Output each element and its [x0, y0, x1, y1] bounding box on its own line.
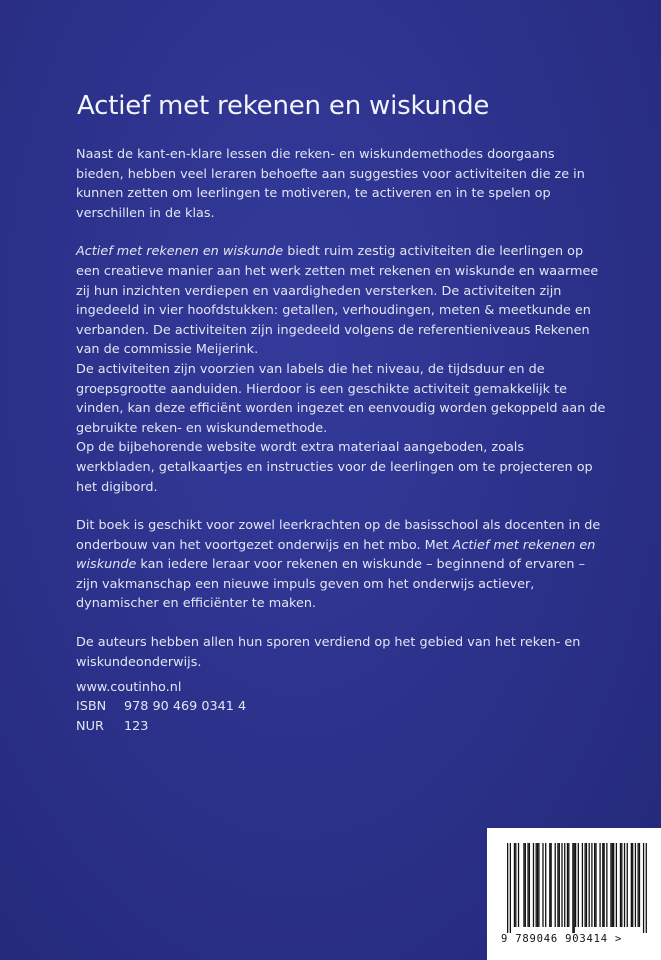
blurb-paragraph-authors: De auteurs hebben allen hun sporen verdiend op het gebied van het reken- en wiskundeonderwijs. — [76, 635, 581, 670]
isbn-label: ISBN — [76, 699, 107, 715]
barcode-bar — [514, 843, 515, 927]
barcode-bar — [515, 843, 516, 927]
barcode-digits: 9 789046 903414 > — [501, 933, 623, 945]
blurb — [76, 145, 606, 672]
book-title-italic: Actief met rekenen en wiskunde — [76, 244, 284, 260]
barcode-bar — [551, 843, 552, 927]
barcode-bar — [536, 843, 537, 927]
isbn-value: 978 90 469 0341 4 — [124, 699, 247, 715]
barcode-bar — [616, 843, 617, 927]
barcode-bar — [559, 843, 560, 927]
barcode-bar — [604, 843, 605, 927]
barcode-bar — [574, 843, 575, 933]
blurb-paragraph-audience-end: kan iedere leraar voor rekenen en wiskunde – beginnend of ervaren – zijn vakmanschap een nieuwe impuls geven om het onderwijs actiever, dynamischer en efficiënter te maken. — [76, 557, 586, 612]
barcode-bar — [578, 843, 579, 927]
book-title-italic-2: Actief met rekenen en wiskunde — [76, 537, 596, 573]
barcode-bar — [621, 843, 622, 927]
barcode-bar — [594, 843, 595, 927]
barcode-bar — [639, 843, 640, 927]
barcode-bar — [606, 843, 607, 927]
barcode-bar — [635, 843, 636, 927]
nur-label: NUR — [76, 718, 104, 734]
blurb-paragraph-intro: Naast de kant-en-klare lessen die reken- en wiskundemethodes doorgaans bieden, hebben veel leraren behoefte aan suggesties voor activiteiten die ze in kunnen zetten om leerlingen te motiveren, te activeren en in te spelen op verschillen in de klas. — [76, 147, 585, 221]
blurb-paragraph-website: Op de bijbehorende website wordt extra materiaal aangeboden, zoals werkbladen, getalkaartjes en instructies voor de leerlingen om te projecteren op het digibord. — [76, 440, 593, 495]
barcode-bar — [643, 843, 644, 933]
barcode-bar — [507, 843, 508, 933]
barcode-bar — [561, 843, 562, 927]
barcode-bar — [557, 843, 558, 927]
nur-row — [76, 717, 246, 736]
book-title: Actief met rekenen en wiskunde — [77, 91, 490, 121]
barcode-bar — [584, 843, 585, 927]
blurb-paragraph-activities — [76, 242, 606, 360]
barcode-bar — [589, 843, 590, 927]
barcode-bar — [523, 843, 524, 927]
blurb-paragraph-audience-start: Dit boek is geschikt voor zowel leerkrachten op de basisschool als docenten in de onderbouw van het voortgezet onderwijs en het mbo. Met — [76, 518, 601, 553]
publisher-website: www.coutinho.nl — [76, 680, 182, 695]
barcode-bar — [564, 843, 565, 927]
website-row — [76, 678, 246, 697]
barcode-bar — [646, 843, 647, 933]
barcode-bar — [591, 843, 592, 927]
barcode-bar — [637, 843, 638, 927]
barcode-bar — [567, 843, 568, 927]
barcode-bar — [631, 843, 632, 927]
barcode-bar — [620, 843, 621, 927]
barcode-bar — [632, 843, 633, 927]
barcode-bar — [624, 843, 625, 927]
barcode-bars — [507, 843, 647, 933]
barcode-bar — [586, 843, 587, 927]
barcode — [487, 828, 661, 960]
blurb-paragraph-activities-text: biedt ruim zestig activiteiten die leerlingen op een creatieve manier aan het werk zetten met rekenen en wiskunde en waarmee zij hun inzichten verdiepen en vaardigheden versterken. De activiteiten zijn ingedeeld in vier hoofdstukken: getallen, verhoudingen, meten & meetkunde en verbanden. De activiteiten zijn ingedeeld volgens de referentieniveaus Rekenen van de commissie Meijerink. — [76, 244, 599, 358]
barcode-bar — [627, 843, 628, 927]
barcode-bar — [613, 843, 614, 927]
barcode-bar — [595, 843, 596, 927]
barcode-bar — [545, 843, 546, 927]
isbn-row — [76, 697, 246, 716]
barcode-bar — [575, 843, 576, 927]
barcode-bar — [572, 843, 573, 933]
barcode-bar — [555, 843, 556, 927]
barcode-bar — [568, 843, 569, 927]
barcode-bar — [529, 843, 530, 927]
barcode-bar — [599, 843, 600, 927]
barcode-bar — [525, 843, 526, 927]
barcode-bar — [537, 843, 538, 927]
barcode-bar — [538, 843, 539, 927]
barcode-bar — [518, 843, 519, 927]
barcode-bar — [527, 843, 528, 927]
barcode-bar — [610, 843, 611, 927]
blurb-paragraph-labels: De activiteiten zijn voorzien van labels die het niveau, de tijdsduur en de groepsgrootte aanduiden. Hierdoor is een geschikte activiteit gemakkelijk te vinden, kan deze efficiënt worden ingezet en eenvoudig worden gekoppeld aan de gebruikte reken- en wiskundemethode. — [76, 361, 606, 436]
barcode-bar — [549, 843, 550, 927]
nur-value: 123 — [124, 718, 149, 734]
barcode-bar — [533, 843, 534, 927]
barcode-bar — [542, 843, 543, 927]
blurb-paragraph-audience — [76, 516, 606, 614]
barcode-bar — [510, 843, 511, 933]
barcode-bar — [602, 843, 603, 927]
barcode-bar — [612, 843, 613, 927]
barcode-bar — [582, 843, 583, 927]
publication-info — [76, 678, 246, 736]
